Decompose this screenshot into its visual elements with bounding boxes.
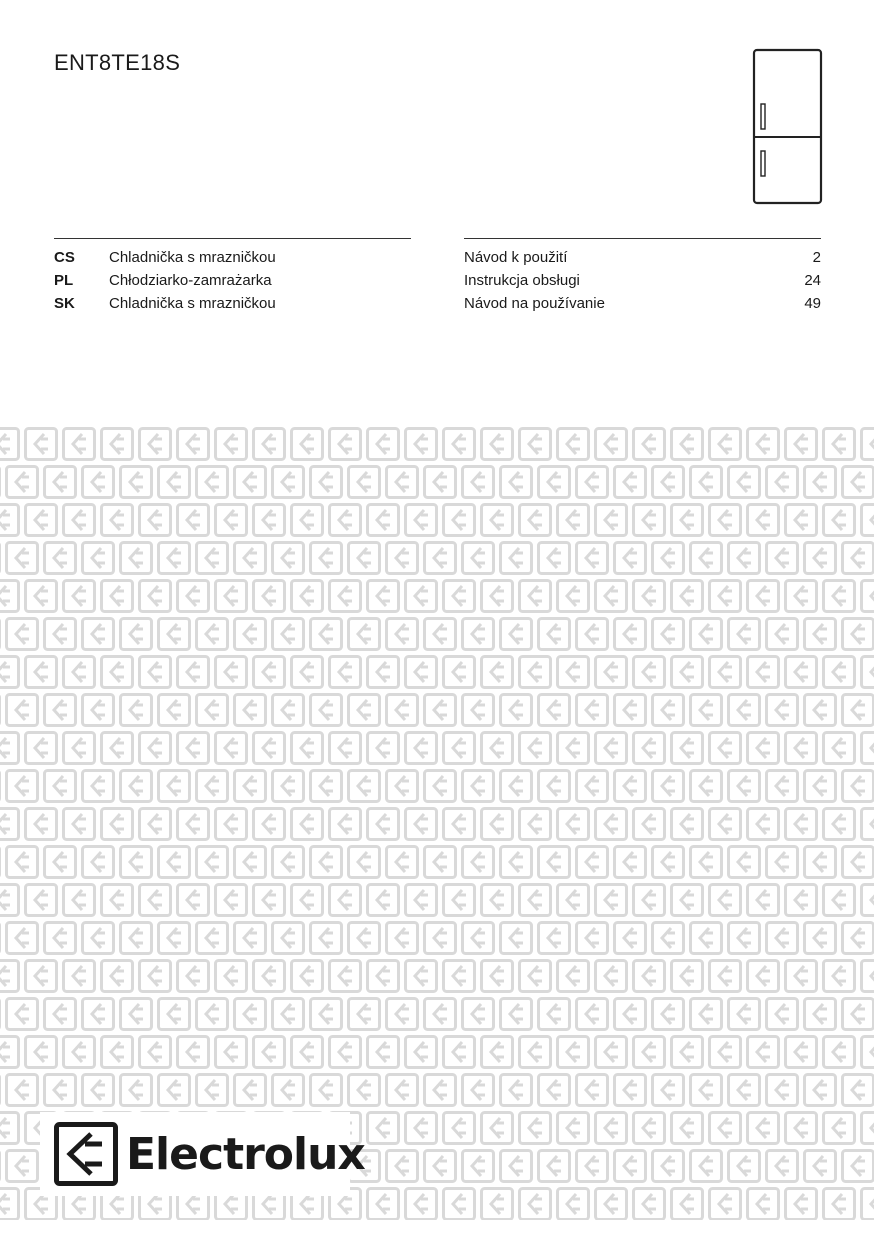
manual-row-pl (464, 269, 821, 292)
product-name: Chladnička s mrazničkou (109, 295, 276, 312)
product-name: Chłodziarko-zamrażarka (109, 272, 272, 289)
electrolux-logo-icon (54, 1122, 118, 1186)
language-code: CS (54, 249, 75, 266)
manual-title: Instrukcja obsługi (464, 272, 580, 289)
manual-row-cs (464, 246, 821, 269)
manual-row-sk (464, 292, 821, 315)
page-number: 24 (804, 272, 821, 289)
fridge-freezer-icon (752, 48, 824, 206)
model-number: ENT8TE18S (54, 50, 181, 75)
page-number: 2 (812, 249, 821, 266)
manual-title: Návod k použití (464, 249, 568, 266)
divider-left (54, 238, 411, 239)
manual-index (464, 246, 821, 315)
language-code: PL (54, 272, 74, 289)
page-number: 49 (804, 295, 821, 312)
language-row-pl (54, 269, 414, 292)
language-code: SK (54, 295, 75, 312)
electrolux-pattern (0, 423, 874, 1220)
language-row-cs (54, 246, 414, 269)
language-row-sk (54, 292, 414, 315)
divider-right (464, 238, 821, 239)
manual-title: Návod na používanie (464, 295, 605, 312)
language-list (54, 246, 414, 315)
brand-wordmark: Electrolux (126, 1129, 365, 1180)
product-name: Chladnička s mrazničkou (109, 249, 276, 266)
